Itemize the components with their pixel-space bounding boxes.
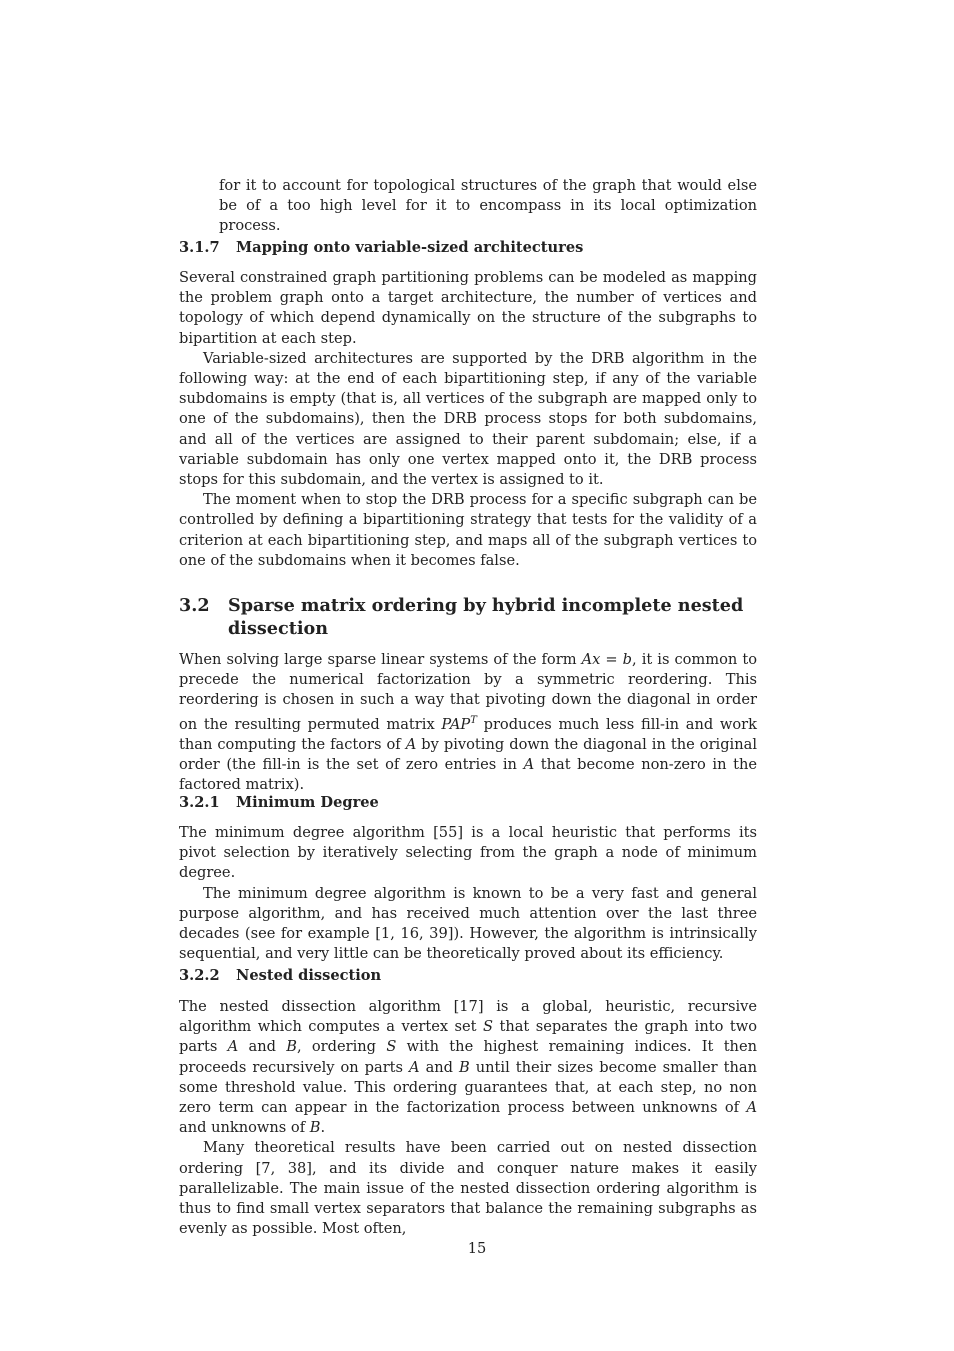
text-run: until their sizes become smaller than some threshold value. This ordering guarantees that, at each step, no non zero term can appear in the factorization process between unknowns of: [179, 1058, 757, 1117]
math-inline: A: [746, 1099, 757, 1117]
text-run: , ordering: [296, 1038, 387, 1056]
math-inline: B: [286, 1038, 297, 1056]
section-3-2-1: [179, 793, 757, 813]
text-run: The nested dissection algorithm [17] is a global, heuristic, recursive algorithm which computes a vertex set: [179, 998, 757, 1036]
paragraph: [179, 650, 757, 795]
section-3-2-body: [179, 650, 757, 795]
text-run: that become non-zero in the factored matrix).: [179, 755, 758, 794]
text-run: , it is common to precede the numerical factorization by a symmetric reordering. This reordering is chosen in such a way that pivoting down the diagonal in order on the resulting permuted matrix: [179, 651, 757, 733]
math-inline: A: [227, 1038, 239, 1056]
section-heading-3-2: [179, 594, 757, 640]
paragraph: Many theoretical results have been carried out on nested dissection ordering [7, 38], and its divide and conquer nature makes it easily parallelizable. The main issue of the nested dissection ordering algorithm is thus to find small vertex separators that balance the remaining subgraphs as evenly as possible. Most often,: [179, 1139, 757, 1238]
paragraph: The minimum degree algorithm [55] is a local heuristic that performs its pivot selection by iteratively selecting from the graph a node of minimum degree.: [179, 824, 757, 882]
text-run: and: [238, 1038, 287, 1056]
math-inline: B: [459, 1058, 470, 1076]
paragraph: The moment when to stop the DRB process for a specific subgraph can be controlled by defining a bipartitioning strategy that tests for the validity of a criterion at each bipartitioning step, and maps all of the subgraph vertices to one of the subdomains when it becomes false.: [179, 491, 757, 569]
paragraph: Variable-sized architectures are supported by the DRB algorithm in the following way: at the end of each bipartitioning step, if any of the variable subdomains is empty (that is, all vertices of the subgraph are mapped only to one of the subdomains), then the DRB process stops for both subdomains, and all of the vertices are assigned to their parent subdomain; else, if a variable subdomain has only one vertex mapped onto it, the DRB process stops for this subdomain, and the vertex is assigned to it.: [179, 349, 757, 489]
text-run: .: [320, 1119, 326, 1137]
text-run: by pivoting down the diagonal in the original order (the fill-in is the set of zero entries in: [179, 735, 757, 773]
math-inline: S: [483, 1018, 493, 1036]
paragraph: The minimum degree algorithm is known to be a very fast and general purpose algorithm, and has received much attention over the last three decades (see for example [1, 16, 39]). However, the algorithm is intrinsically sequential, and very little can be theoretically proved about its efficiency.: [179, 884, 757, 963]
section-3-1-7: [179, 238, 757, 258]
section-number: 3.2.1: [179, 794, 220, 811]
section-number: 3.1.7: [179, 239, 220, 256]
page-number: 15: [467, 1240, 487, 1257]
text-run: When solving large sparse linear systems of the form: [179, 651, 582, 668]
section-number: 3.2.2: [179, 967, 220, 984]
section-3-2-1-body: [179, 823, 757, 964]
section-3-2: [179, 594, 757, 640]
math-inline: S: [386, 1038, 397, 1056]
math-inline: A: [405, 735, 417, 753]
section-heading-3-2-2: [179, 966, 757, 986]
math-inline: A: [409, 1058, 420, 1076]
text-run: with the highest remaining indices. It then proceeds recursively on parts: [179, 1038, 757, 1076]
section-3-2-2: [179, 966, 757, 986]
section-number: 3.2: [179, 595, 210, 616]
text-run: and: [419, 1058, 460, 1076]
paragraph: [179, 997, 757, 1138]
intro-quote: for it to account for topological structures of the graph that would else be of a too high level for it to encompass in its local optimization process.: [219, 177, 757, 235]
section-heading-3-2-1: [179, 793, 757, 813]
section-title: Minimum Degree: [236, 794, 379, 811]
section-title: Nested dissection: [236, 967, 382, 984]
text-run: produces much less fill-in and work than computing the factors of: [179, 715, 757, 753]
math-inline: A: [523, 755, 535, 773]
section-3-2-2-body: [179, 997, 757, 1239]
section-heading-3-1-7: [179, 238, 757, 258]
text-run: and unknowns of: [179, 1119, 310, 1137]
section-title: Mapping onto variable-sized architectures: [236, 239, 584, 256]
section-3-1-7-body: [179, 268, 757, 571]
math-inline: B: [309, 1119, 321, 1137]
text-run: that separates the graph into two parts: [179, 1018, 757, 1056]
math-inline: PAP: [441, 715, 471, 733]
paragraph: Several constrained graph partitioning problems can be modeled as mapping the problem graph onto a target architecture, the number of vertices and topology of which depend dynamically on the structure of the subgraphs to bipartition at each step.: [179, 269, 757, 347]
math-inline: Ax = b: [581, 651, 633, 668]
math-superscript: T: [470, 714, 477, 726]
section-title: Sparse matrix ordering by hybrid incomplete nested dissection: [228, 595, 744, 639]
